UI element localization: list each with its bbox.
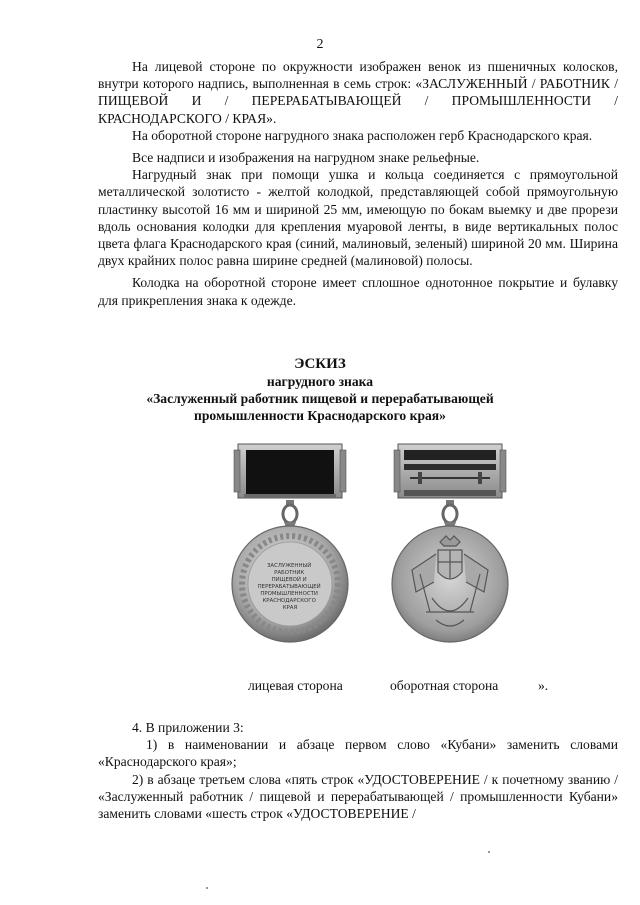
ribbon-front xyxy=(246,450,334,494)
inscription-line-4: ПЕРЕРАБАТЫВАЮЩЕЙ xyxy=(257,584,321,590)
paragraph-back-description: На оборотной стороне нагрудного знака расположен герб Краснодарского края. xyxy=(132,127,593,143)
paragraph-block-description: Нагрудный знак при помощи ушка и кольца соединяется с прямоугольной металлической золотисто - желтой колодкой, представляющей собой прямоугольную пластинку высотой 16 мм и шириной 25 мм, имеющую по бокам выемку и две прорези вдоль основания колодки для крепления муаровой ленты, в виде вертикальных полос цвета флага Краснодарского края (синий, малиновый, зеленый) шириной 20 мм. Ширина двух крайних полос равна ширине средней (малиновой) полосы. xyxy=(98,167,618,269)
inscription-line-7: КРАЯ xyxy=(282,605,298,611)
inscription-line-5: ПРОМЫШЛЕННОСТИ xyxy=(260,591,318,597)
caption-front: лицевая сторона xyxy=(248,678,343,693)
caption-back: оборотная сторона xyxy=(390,678,499,693)
amendments-text xyxy=(98,719,618,822)
scan-speck xyxy=(206,887,208,889)
sketch-subtitle-3: промышленности Краснодарского края» xyxy=(194,408,446,423)
medal-sketch xyxy=(0,442,640,672)
inscription-line-6: КРАСНОДАРСКОГО xyxy=(262,598,316,604)
inscription-line-1: ЗАСЛУЖЕННЫЙ xyxy=(266,563,312,569)
sketch-title xyxy=(0,356,640,424)
sketch-subtitle-1: нагрудного знака xyxy=(266,374,374,389)
inscription-line-2: РАБОТНИК xyxy=(274,570,305,576)
paragraph-front-description: На лицевой стороне по окружности изображен венок из пшеничных колосков, внутри которого надпись, выполненная в семь строк: «ЗАСЛУЖЕННЫЙ / РАБОТНИК / ПИЩЕВОЙ И / ПЕРЕРАБАТЫВАЮЩЕЙ / ПРОМЫШЛЕННОСТИ / КРАСНОДАРСКОГО / КРАЯ». xyxy=(98,59,618,126)
back-block xyxy=(394,444,506,498)
paragraph-block-back: Колодка на оборотной стороне имеет сплошное однотонное покрытие и булавку для прикрепления знака к одежде. xyxy=(98,275,618,308)
back-medal xyxy=(392,526,508,642)
caption-end: ». xyxy=(538,678,549,693)
front-block xyxy=(234,444,346,498)
item-4: 4. В приложении 3: xyxy=(132,720,244,735)
sketch-subtitle-2: «Заслуженный работник пищевой и перерабатывающей xyxy=(146,391,494,406)
front-medal xyxy=(232,526,348,642)
inscription-line-3: ПИЩЕВОЙ И xyxy=(271,577,307,583)
sketch-captions xyxy=(0,677,640,697)
sketch-heading: ЭСКИЗ xyxy=(294,356,346,372)
body-text xyxy=(98,58,618,309)
scan-speck xyxy=(488,851,490,853)
item-4-sub-2: 2) в абзаце третьем слова «пять строк «УДОСТОВЕРЕНИЕ / к почетному званию / «Заслуженный работник / пищевой и перерабатывающей / промышленности Кубани» заменить словами «шесть строк «УДОСТОВЕРЕНИЕ / xyxy=(98,771,618,822)
item-4-sub-1: 1) в наименовании и абзаце первом слово «Кубани» заменить словами «Краснодарского края»; xyxy=(98,737,618,770)
paragraph-relief: Все надписи и изображения на нагрудном знаке рельефные. xyxy=(132,150,480,166)
page-number: 2 xyxy=(316,37,324,52)
